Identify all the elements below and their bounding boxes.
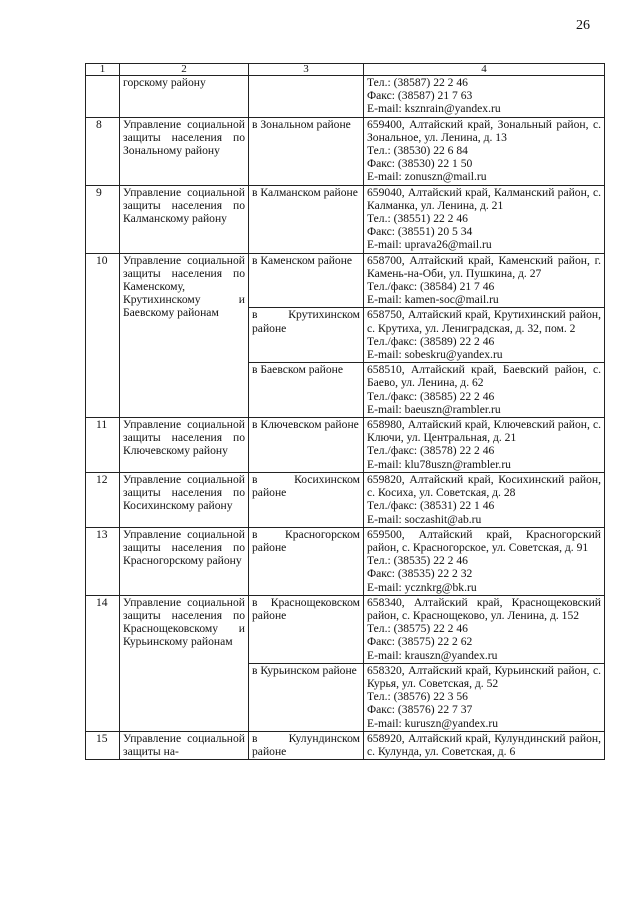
address-line: E-mail: zonuszn@mail.ru (367, 170, 487, 184)
table-row (86, 418, 605, 473)
district-cell: в Курьинском районе (249, 663, 364, 731)
header-col-2: 2 (120, 64, 249, 76)
table-row (86, 527, 605, 595)
row-number: 8 (86, 117, 120, 185)
address-line: Тел.: (38551) 22 2 46 (367, 212, 468, 226)
organization-name: Управление социальной защиты населения по Косихинскому району (120, 472, 249, 527)
table-row (86, 731, 605, 759)
district-cell: в Красногорском районе (249, 527, 364, 595)
table-row (86, 472, 605, 527)
address-line: E-mail: sobeskru@yandex.ru (367, 348, 503, 362)
address-line: Тел.: (38587) 22 2 46 (367, 76, 468, 89)
address-line: Факс: (38530) 22 1 50 (367, 157, 473, 171)
address-cell (364, 76, 605, 118)
address-line: 658980, Алтайский край, Ключевский район, с. Ключи, ул. Центральная, д. 21 (367, 418, 601, 445)
page-number: 26 (576, 18, 590, 33)
address-line: E-mail: soczashit@ab.ru (367, 512, 482, 526)
address-line: Факс: (38551) 20 5 34 (367, 225, 473, 239)
address-line: 659040, Алтайский край, Калманский район, с. Калманка, ул. Ленина, д. 21 (367, 185, 601, 212)
offices-table (85, 63, 605, 760)
address-line: Факс: (38576) 22 7 37 (367, 703, 473, 717)
district-cell: в Краснощековском районе (249, 595, 364, 663)
row-number: 13 (86, 527, 120, 595)
address-line: E-mail: ycznkrg@bk.ru (367, 580, 477, 594)
organization-name: Управление социальной защиты населения по Краснощековскому и Курьинскому районам (120, 595, 249, 731)
table-row (86, 117, 605, 185)
district-cell: в Калманском районе (249, 185, 364, 253)
address-line: Тел.: (38576) 22 3 56 (367, 690, 468, 704)
address-line: E-mail: uprava26@mail.ru (367, 238, 492, 252)
address-line: Тел.: (38530) 22 6 84 (367, 144, 468, 158)
address-line: Факс: (38535) 22 2 32 (367, 567, 473, 581)
address-line: 658750, Алтайский край, Крутихинский район, с. Крутиха, ул. Лениградская, д. 32, пом. 2 (367, 308, 601, 335)
row-number: 12 (86, 472, 120, 527)
organization-name: Управление социальной защиты населения по Ключевскому району (120, 418, 249, 473)
district-cell: в Зональном районе (249, 117, 364, 185)
address-cell (364, 472, 605, 527)
organization-name: Управление социальной защиты населения по Красногорскому району (120, 527, 249, 595)
district-cell: в Косихинском районе (249, 472, 364, 527)
district-cell: в Кулундинском районе (249, 731, 364, 759)
address-line: Тел./факс: (38585) 22 2 46 (367, 389, 495, 403)
address-cell (364, 663, 605, 731)
organization-name: Управление социальной защиты на- (120, 731, 249, 759)
header-col-3: 3 (249, 64, 364, 76)
table-row (86, 185, 605, 253)
address-line: E-mail: kuruszn@yandex.ru (367, 716, 499, 730)
address-line: Тел.: (38535) 22 2 46 (367, 554, 468, 568)
address-cell (364, 117, 605, 185)
address-line: E-mail: krauszn@yandex.ru (367, 648, 498, 662)
address-cell (364, 253, 605, 308)
address-line: 659500, Алтайский край, Красногорский район, с. Красногорское, ул. Советская, д. 91 (367, 527, 601, 554)
address-cell (364, 418, 605, 473)
address-line: 658920, Алтайский край, Кулундинский район, с. Кулунда, ул. Советская, д. 6 (367, 731, 601, 758)
address-line: E-mail: kamen-soc@mail.ru (367, 293, 499, 307)
address-line: 658700, Алтайский край, Каменский район, г. Камень-на-Оби, ул. Пушкина, д. 27 (367, 253, 601, 280)
table-row (86, 595, 605, 663)
offices-table-body (86, 64, 605, 760)
address-line: E-mail: ksznrain@yandex.ru (367, 102, 501, 116)
address-cell (364, 731, 605, 759)
organization-name: Управление социальной защиты населения по Зональному району (120, 117, 249, 185)
organization-name: горскому району (120, 76, 249, 118)
address-line: Тел./факс: (38531) 22 1 46 (367, 499, 495, 513)
district-cell: в Крутихинском районе (249, 308, 364, 363)
address-line: E-mail: baeuszn@rambler.ru (367, 402, 501, 416)
row-number: 11 (86, 418, 120, 473)
district-cell: в Каменском районе (249, 253, 364, 308)
header-col-4: 4 (364, 64, 605, 76)
district-cell: в Баевском районе (249, 363, 364, 418)
address-line: 658340, Алтайский край, Краснощековский район, с. Краснощеково, ул. Ленина, д. 152 (367, 595, 601, 622)
organization-name: Управление социальной защиты населения по Каменскому, Крутихинскому и Баевскому районам (120, 253, 249, 417)
table-row (86, 76, 605, 118)
district-cell: в Ключевском районе (249, 418, 364, 473)
row-number: 14 (86, 595, 120, 731)
district-cell (249, 76, 364, 118)
address-line: Тел.: (38575) 22 2 46 (367, 622, 468, 636)
address-line: 659400, Алтайский край, Зональный район, с. Зональное, ул. Ленина, д. 13 (367, 117, 601, 144)
address-line: Тел./факс: (38578) 22 2 46 (367, 444, 495, 458)
address-line: 658510, Алтайский край, Баевский район, с. Баево, ул. Ленина, д. 62 (367, 363, 601, 390)
table-row (86, 253, 605, 308)
address-line: 659820, Алтайский край, Косихинский район, с. Косиха, ул. Советская, д. 28 (367, 472, 601, 500)
address-line: Тел./факс: (38584) 21 7 46 (367, 280, 495, 294)
row-number (86, 76, 120, 118)
row-number: 10 (86, 253, 120, 417)
address-line: E-mail: klu78uszn@rambler.ru (367, 457, 511, 471)
row-number: 9 (86, 185, 120, 253)
address-cell (364, 185, 605, 253)
address-line: Факс: (38587) 21 7 63 (367, 89, 473, 103)
address-cell (364, 527, 605, 595)
address-cell (364, 308, 605, 363)
address-line: Тел./факс: (38589) 22 2 46 (367, 334, 495, 348)
row-number: 15 (86, 731, 120, 759)
organization-name: Управление социальной защиты населения по Калманскому району (120, 185, 249, 253)
address-cell (364, 595, 605, 663)
table-header-row (86, 64, 605, 76)
address-line: Факс: (38575) 22 2 62 (367, 635, 473, 649)
address-cell (364, 363, 605, 418)
address-line: 658320, Алтайский край, Курьинский район, с. Курья, ул. Советская, д. 52 (367, 663, 601, 690)
header-col-1: 1 (86, 64, 120, 76)
